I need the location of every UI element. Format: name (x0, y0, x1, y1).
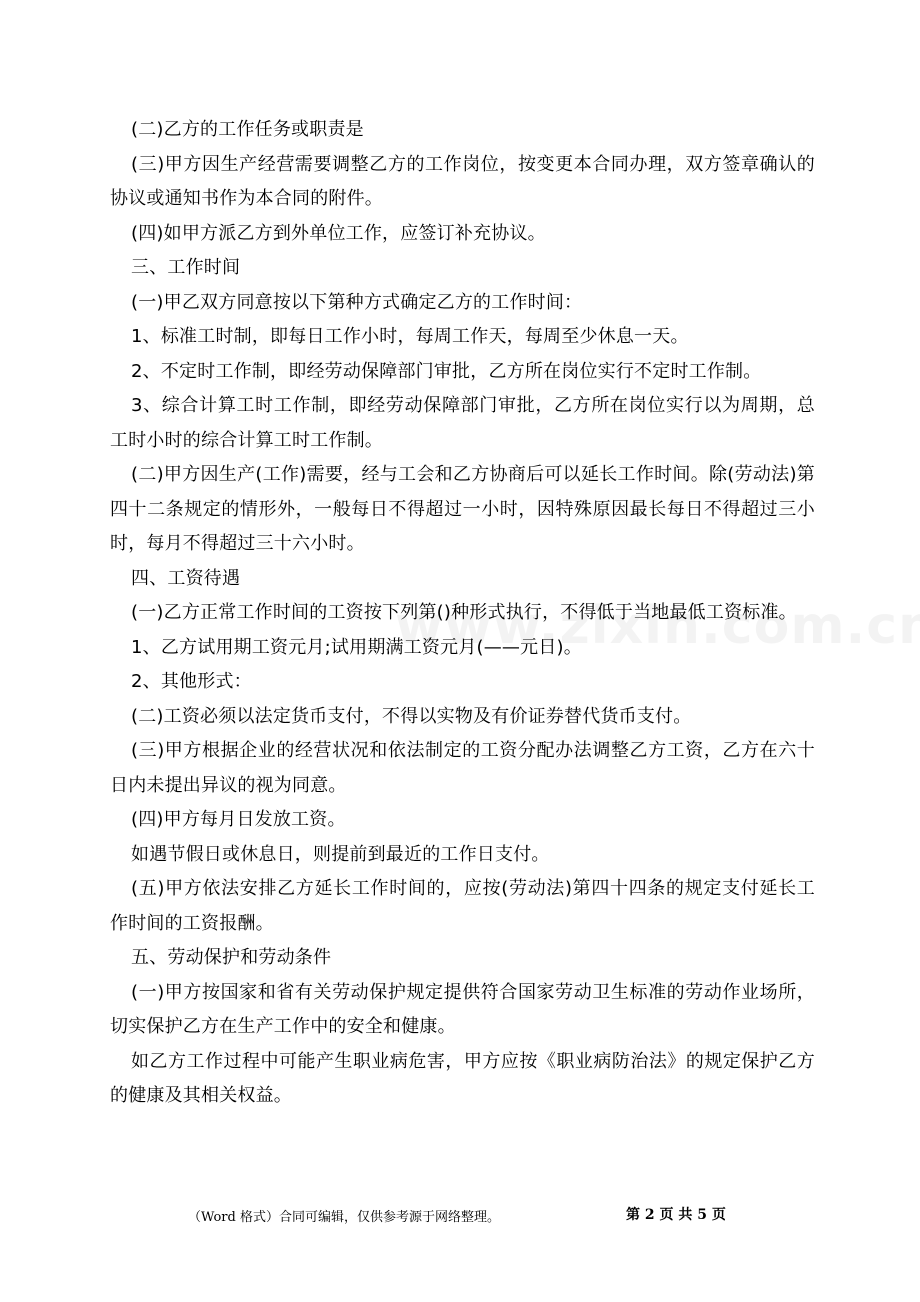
paragraph: 2、不定时工作制，即经劳动保障部门审批，乙方所在岗位实行不定时工作制。 (131, 360, 762, 382)
paragraph: (二)乙方的工作任务或职责是 (131, 119, 364, 140)
paragraph: 2、其他形式： (131, 671, 252, 692)
page-number: 第 2 页 共 5 页 (626, 1207, 726, 1223)
paragraph: (三)甲方根据企业的经营状况和依法制定的工资分配办法调整乙方工资，乙方在六十日内未提出异议的视为同意。 (110, 740, 815, 796)
section-heading: 四、工资待遇 (131, 567, 241, 589)
paragraph: (五)甲方依法安排乙方延长工作时间的，应按(劳动法)第四十四条的规定支付延长工作时间的工资报酬。 (110, 878, 815, 934)
paragraph: (一)乙方正常工作时间的工资按下列第()种形式执行，不得低于当地最低工资标准。 (131, 602, 797, 623)
paragraph: 3、综合计算工时工作制，即经劳动保障部门审批，乙方所在岗位实行以为周期，总工时小时的综合计算工时工作制。 (110, 395, 815, 451)
section-heading: 五、劳动保护和劳动条件 (131, 947, 332, 968)
document-body (110, 113, 815, 1114)
paragraph: (三)甲方因生产经营需要调整乙方的工作岗位，按变更本合同办理，双方签章确认的协议或通知书作为本合同的附件。 (110, 153, 815, 209)
paragraph: 1、标准工时制，即每日工作小时，每周工作天，每周至少休息一天。 (131, 326, 689, 347)
paragraph: (二)甲方因生产(工作)需要，经与工会和乙方协商后可以延长工作时间。除(劳动法)第四十二条规定的情形外，一般每日不得超过一小时，因特殊原因最长每日不得超过三小时，每月不得超过三十六小时。 (110, 464, 815, 554)
paragraph: (四)如甲方派乙方到外单位工作，应签订补充协议。 (131, 222, 546, 244)
paragraph: (二)工资必须以法定货币支付，不得以实物及有价证券替代货币支付。 (131, 705, 692, 727)
paragraph: (一)甲乙双方同意按以下第种方式确定乙方的工作时间： (131, 291, 583, 313)
section-heading: 三、工作时间 (131, 257, 241, 278)
footer-note: （Word 格式）合同可编辑，仅供参考源于网络整理。 (188, 1210, 500, 1225)
paragraph: (四)甲方每月日发放工资。 (131, 809, 346, 830)
paragraph: (一)甲方按国家和省有关劳动保护规定提供符合国家劳动卫生标准的劳动作业场所，切实保护乙方在生产工作中的安全和健康。 (110, 981, 815, 1037)
paragraph: 如遇节假日或休息日，则提前到最近的工作日支付。 (131, 843, 550, 865)
paragraph: 如乙方工作过程中可能产生职业病危害，甲方应按《职业病防治法》的规定保护乙方的健康及其相关权益。 (110, 1050, 815, 1106)
paragraph: 1、乙方试用期工资元月;试用期满工资元月(——元日)。 (131, 636, 582, 658)
